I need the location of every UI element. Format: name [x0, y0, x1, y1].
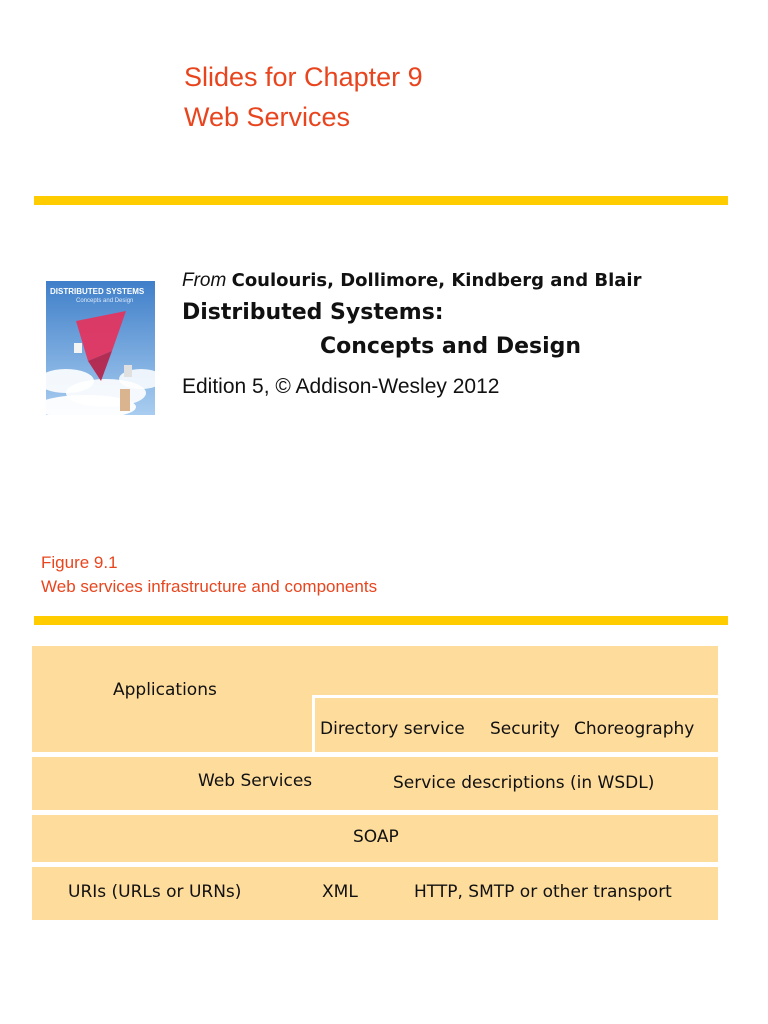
- reference-line: [182, 270, 641, 292]
- uris-label: URIs (URLs or URNs): [68, 882, 242, 902]
- applications-label: Applications: [113, 680, 217, 700]
- cover-title: DISTRIBUTED SYSTEMS: [50, 287, 145, 296]
- web-services-label: Web Services: [198, 771, 313, 791]
- xml-label: XML: [322, 882, 358, 902]
- directory-service-label: Directory service: [320, 719, 465, 739]
- transport-label: HTTP, SMTP or other transport: [414, 882, 672, 902]
- book-title-line1: Distributed Systems:: [182, 300, 444, 325]
- applications-box-left: [32, 695, 312, 752]
- choreography-label: Choreography: [574, 719, 695, 739]
- cover-subtitle: Concepts and Design: [76, 298, 134, 304]
- slide-title-line2: Web Services: [184, 102, 351, 132]
- top-divider: [34, 196, 728, 205]
- figure-number: Figure 9.1: [41, 553, 118, 572]
- book-title-line2: Concepts and Design: [320, 334, 582, 359]
- figure-divider: [34, 616, 728, 625]
- authors: Coulouris, Dollimore, Kindberg and Blair: [231, 270, 642, 291]
- edition-text: Edition 5, © Addison-Wesley 2012: [182, 375, 500, 398]
- book-cover-image: [46, 281, 155, 415]
- slide-title-line1: Slides for Chapter 9: [184, 62, 423, 92]
- service-descriptions-label: Service descriptions (in WSDL): [393, 773, 655, 793]
- from-label: From: [182, 270, 227, 291]
- soap-label: SOAP: [353, 827, 399, 847]
- figure-caption: Web services infrastructure and components: [41, 577, 378, 596]
- security-label: Security: [490, 719, 560, 739]
